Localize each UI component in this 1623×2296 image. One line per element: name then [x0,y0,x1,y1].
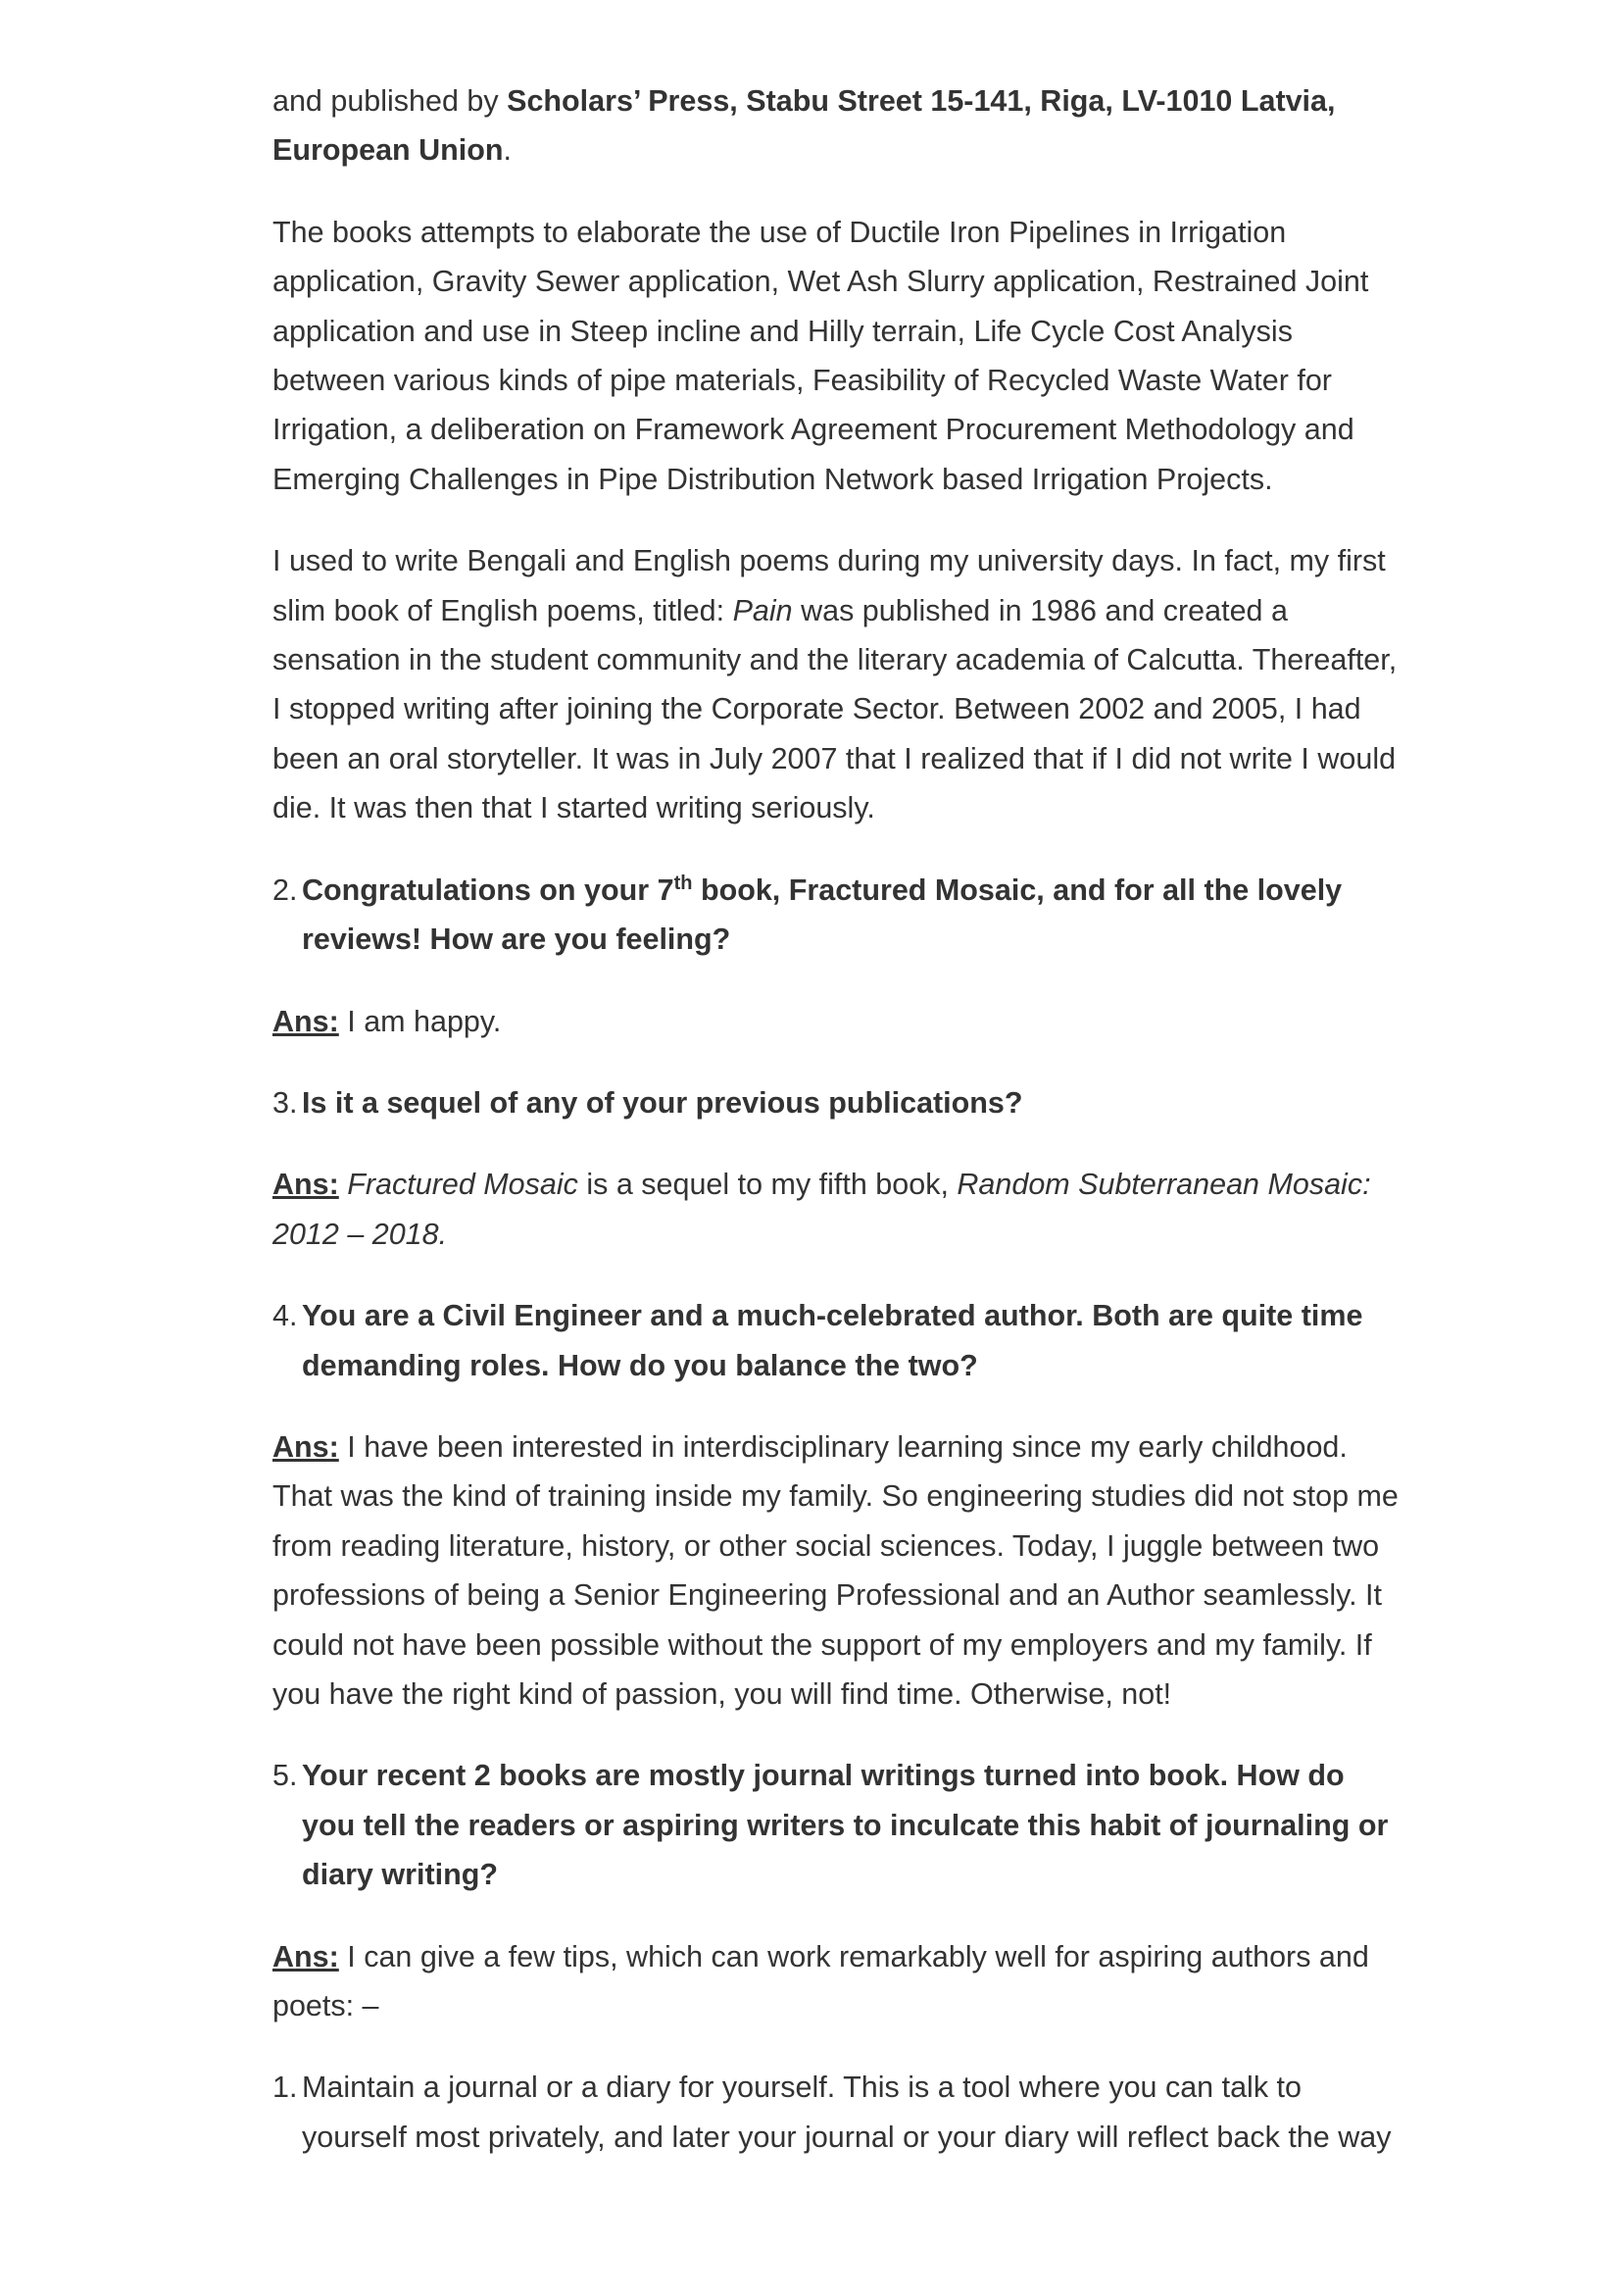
poems-text-after: was published in 1986 and created a sensation in the student community and the literary academia of Calcutta. Thereafter, I stopped writing after joining the Corporate Sector. Between 2002 and 2005, I had been an oral storyteller. It was in July 2007 that I realized that if I did not write I would die. It was then that I started writing seriously. [272,593,1398,825]
publisher-prefix: and published by [272,84,508,118]
poems-paragraph [272,536,1400,832]
book-title-fractured-mosaic: Fractured Mosaic [347,1168,578,1202]
tip-item-1 [272,2063,1400,2162]
answer-label: Ans: [272,1939,339,1973]
books-paragraph: The books attempts to elaborate the use of Ductile Iron Pipelines in Irrigation application, Gravity Sewer application, Wet Ash Slurry application, Restrained Joint application and use in Steep incline and Hilly terrain, Life Cycle Cost Analysis between various kinds of pipe materials, Feasibility of Recycled Waste Water for Irrigation, a deliberation on Framework Agreement Procurement Methodology and Emerging Challenges in Pipe Distribution Network based Irrigation Projects. [272,215,1369,496]
question-text: Is it a sequel of any of your previous publications? [302,1085,1023,1120]
question-number: 2. [272,873,298,907]
question-5 [272,1751,1400,1899]
publisher-suffix: . [503,133,513,168]
publisher-paragraph [272,76,1400,175]
answer-text: I am happy. [338,1004,502,1038]
question-4 [272,1291,1400,1390]
question-text [302,866,1400,965]
question-number: 5. [272,1759,298,1793]
answer-text: I have been interested in interdisciplinary learning since my early childhood. That was the kind of training inside my family. So engineering studies did not stop me from reading literature, history, or other social sciences. Today, I juggle between two professions of being a Senior Engineering Professional and an Author seamlessly. It could not have been possible without the support of my employers and my family. If you have the right kind of passion, you will find time. Otherwise, not! [272,1429,1399,1711]
question-2 [272,866,1400,965]
question-text-before: Congratulations on your 7 [302,873,674,907]
article-body [272,76,1400,2194]
poems-text-before: I used to write Bengali and English poems during my university days. In fact, my first slim book of English poems, titled: [272,544,1386,627]
answer-4 [272,1423,1400,1719]
answer-3 [272,1160,1400,1259]
answer-text: is a sequel to my fifth book, [577,1168,958,1202]
question-number: 3. [272,1085,298,1120]
publisher-name: Scholars’ Press, Stabu Street 15-141, Riga, LV-1010 Latvia, European Union [272,84,1336,168]
answer-text: I can give a few tips, which can work remarkably well for aspiring authors and poets: – [272,1939,1369,2022]
question-3 [272,1078,1400,1127]
question-text: Your recent 2 books are mostly journal writings turned into book. How do you tell the readers or aspiring writers to inculcate this habit of journaling or diary writing? [302,1759,1389,1892]
answer-label: Ans: [272,1429,339,1464]
book-title-random-subterranean-mosaic: Random Subterranean Mosaic: 2012 – 2018. [272,1168,1371,1251]
poem-book-title: Pain [732,593,793,627]
answer-label: Ans: [272,1168,339,1202]
ordinal-suffix: th [673,872,693,894]
question-text: You are a Civil Engineer and a much-celebrated author. Both are quite time demanding roles. How do you balance the two? [302,1299,1363,1382]
answer-2 [272,997,1400,1046]
answer-5 [272,1932,1400,2031]
question-text-after: book, Fractured Mosaic, and for all the lovely reviews! How are you feeling? [302,873,1343,957]
tip-number: 1. [272,2071,298,2105]
question-number: 4. [272,1299,298,1333]
tip-text: Maintain a journal or a diary for yourself. This is a tool where you can talk to yourself most privately, and later your journal or your diary will reflect back the way [302,2071,1392,2154]
answer-label: Ans: [272,1004,339,1038]
